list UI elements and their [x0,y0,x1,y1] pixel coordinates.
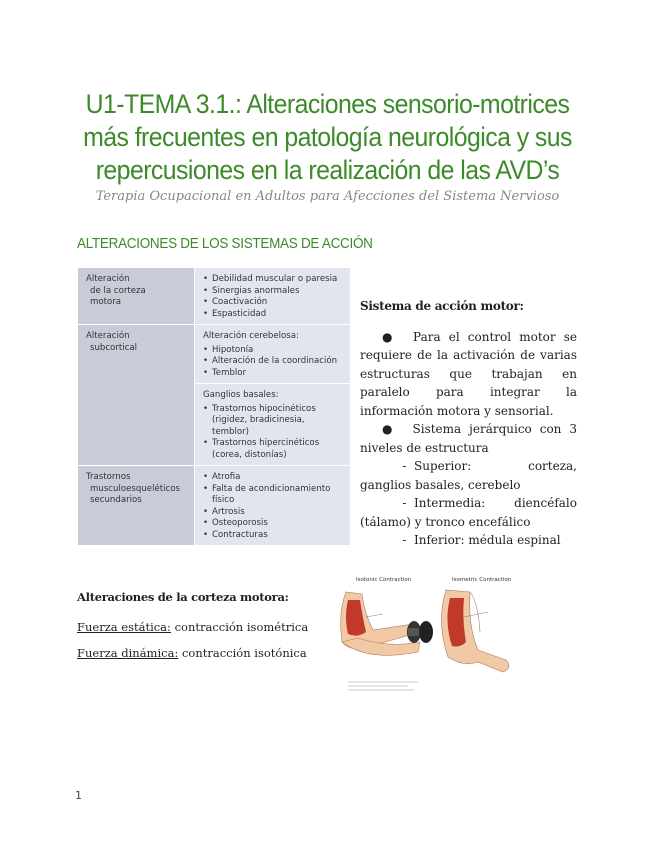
table-category: Alteración de la corteza motora [78,268,195,325]
motor-level-3: - Inferior: médula espinal [402,533,561,547]
table-row [78,268,350,325]
page-title: U1-TEMA 3.1.: Alteraciones sensorio-motrices más frecuentes en patología neurológica y sus repercusiones en la realización de las AVD’s [83,89,572,185]
list-item: • Hipotonía [203,345,344,357]
isometric-label: Isometric Contraction [452,577,512,583]
table-items [195,325,351,384]
table-items [195,466,351,546]
cortex-section [77,590,317,672]
section-heading: ALTERACIONES DE LOS SISTEMAS DE ACCIÓN [77,236,373,252]
table-category: Trastornos musculoesqueléticos secundarios [78,466,195,546]
list-item: • Alteración de la coordinación [203,356,344,368]
list-item: • Debilidad muscular o paresia [203,274,344,286]
page-number: 1 [75,789,82,802]
dynamic-force-line: Fuerza dinámica: contracción isotónica [77,646,307,660]
table-row [78,325,350,384]
motor-system-section [360,297,577,550]
list-item: • Trastornos hipercinéticos (corea, distonías) [203,438,344,461]
list-item: • Temblor [203,368,344,380]
list-item: • Trastornos hipocinéticos (rigidez, bradicinesia, temblor) [203,404,344,439]
table-items [195,384,351,466]
list-item: • Espasticidad [203,309,344,321]
table-subheading: Ganglios basales: [203,390,279,400]
isotonic-label: Isotonic Contraction [356,577,412,583]
list-item: • Contracturas [203,530,344,542]
alterations-table [78,268,350,546]
table-subheading: Alteración cerebelosa: [203,331,299,341]
table-category: Alteración subcortical [78,325,195,466]
muscle-contraction-figure [328,572,528,694]
page-subtitle: Terapia Ocupacional en Adultos para Afecciones del Sistema Nervioso [95,189,560,204]
motor-system-heading: Sistema de acción motor: [360,299,524,313]
list-item: • Artrosis [203,507,344,519]
list-item: • Osteoporosis [203,518,344,530]
motor-level-2: - Intermedia: diencéfalo (tálamo) y tronco encefálico [360,496,577,529]
list-item: • Coactivación [203,297,344,309]
motor-level-1: - Superior: corteza, ganglios basales, cerebelo [360,459,577,492]
table-items [195,268,351,325]
table-row [78,466,350,546]
static-force-line: Fuerza estática: contracción isométrica [77,620,309,634]
cortex-heading: Alteraciones de la corteza motora: [77,590,289,604]
motor-bullet-1: ● Para el control motor se requiere de la activación de varias estructuras que trabajan en paralelo para integrar la información motora y sensorial. [360,329,577,418]
list-item: • Sinergias anormales [203,286,344,298]
list-item: • Falta de acondicionamiento físico [203,484,344,507]
motor-bullet-2: ● Sistema jerárquico con 3 niveles de estructura [360,422,577,455]
list-item: • Atrofia [203,472,344,484]
